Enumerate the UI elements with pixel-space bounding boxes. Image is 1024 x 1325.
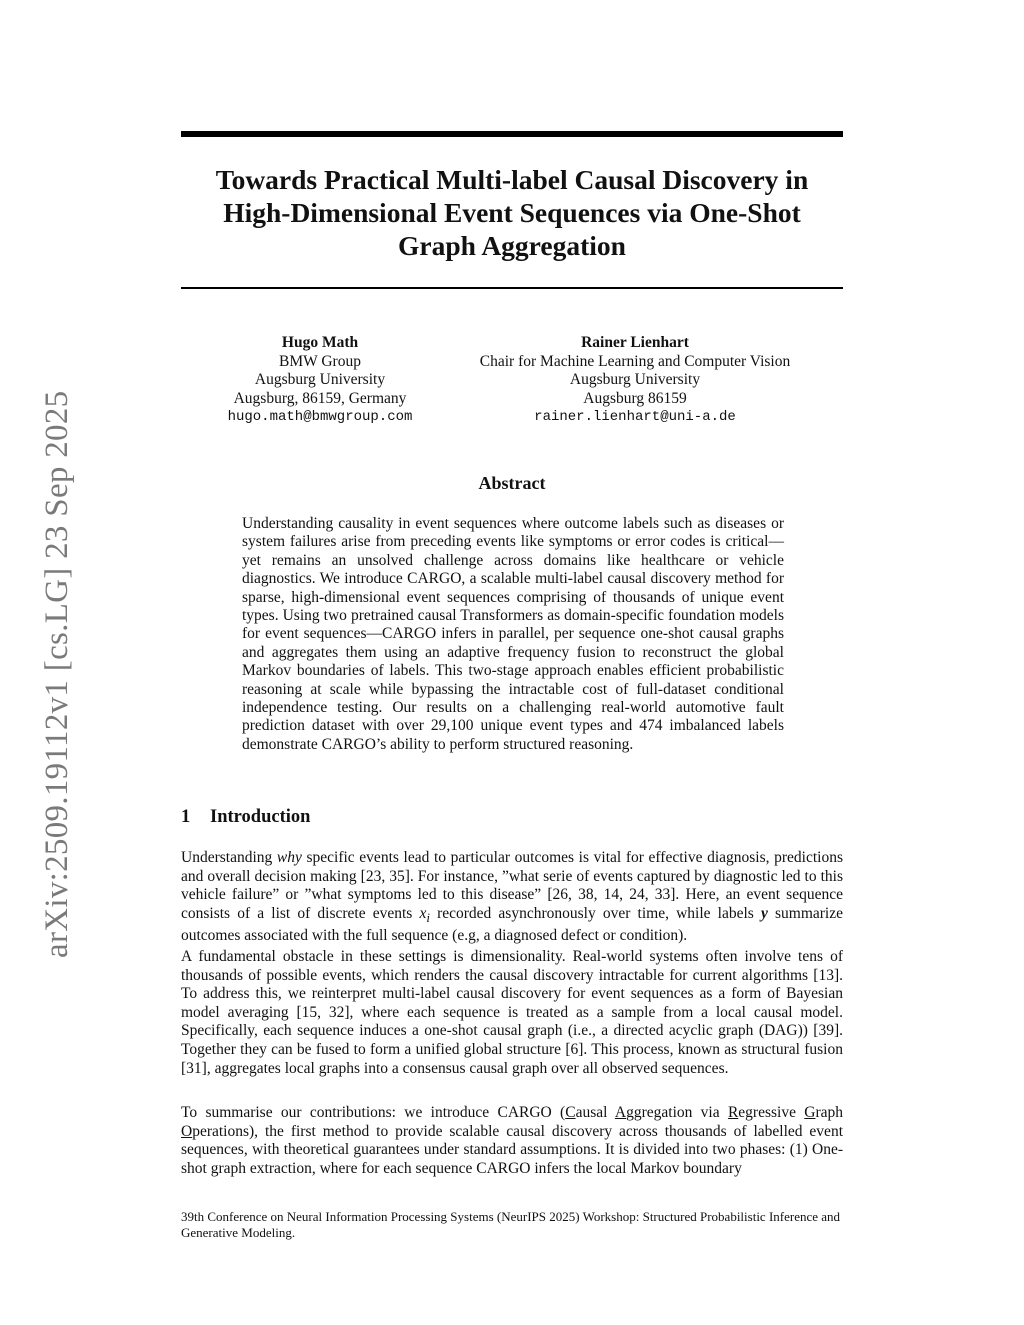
- author-affiliation: Chair for Machine Learning and Computer Vision: [479, 352, 791, 370]
- author-block-2: [455, 334, 815, 427]
- text-run: recorded asynchronously over time, while labels: [429, 904, 761, 922]
- intro-paragraph-1: [181, 849, 843, 946]
- author-name: Rainer Lienhart: [581, 334, 689, 351]
- title-line-2: High-Dimensional Event Sequences via One-Shot: [223, 197, 801, 228]
- underlined-letter: C: [565, 1104, 576, 1121]
- emphasis-text: why: [276, 849, 302, 866]
- title-bottom-rule: [181, 287, 843, 289]
- math-variable: y: [760, 904, 768, 922]
- title-top-rule: [181, 131, 843, 137]
- abstract-heading: Abstract: [478, 473, 546, 493]
- conference-footnote: 39th Conference on Neural Information Processing Systems (NeurIPS 2025) Workshop: Structured Probabilistic Inference and Generative Modeling.: [181, 1209, 841, 1240]
- underlined-letter: A: [614, 1104, 627, 1121]
- underlined-letter: O: [181, 1122, 193, 1140]
- section-title: Introduction: [210, 807, 311, 827]
- author-affiliation: Augsburg University: [569, 371, 701, 389]
- text-run: perations), the first method to provide scalable causal discovery across thousands of labelled event sequences, with theoretical guarantees under standard assumptions. It is divided into two phases: (1) One-shot graph extraction, where for each sequence CARGO infers the local Markov boundary: [181, 1122, 843, 1177]
- text-run: To summarise our contributions: we introduce CARGO (: [181, 1104, 566, 1121]
- underlined-letter: R: [727, 1104, 739, 1121]
- author-block-1: [200, 334, 440, 427]
- author-affiliation: Augsburg University: [254, 371, 386, 389]
- intro-paragraph-2: A fundamental obstacle in these settings is dimensionality. Real-world systems often involve tens of thousands of possible events, which renders the causal discovery intractable for current algorithms [13]. To address this, we reinterpret multi-label causal discovery for event sequences as a form of Bayesian model averaging [15, 32], where each sequence is treated as a sample from a local causal model. Specifically, each sequence induces a one-shot causal graph (i.e., a directed acyclic graph (DAG)) [39]. Together they can be fused to form a unified global structure [6]. This process, known as structural fusion [31], aggregates local graphs into a consensus causal graph over all observed sequences.: [181, 948, 843, 1077]
- math-subscript: i: [426, 909, 430, 925]
- text-run: summarize outcomes associated with the full sequence (e.g, a diagnosed defect or condition).: [181, 904, 843, 945]
- arxiv-identifier-stamp: arXiv:2509.19112v1 [cs.LG] 23 Sep 2025: [39, 390, 75, 958]
- text-run: ggregation via: [626, 1104, 728, 1121]
- text-run: egressive: [738, 1104, 805, 1121]
- author-email: hugo.math@bmwgroup.com: [227, 409, 413, 426]
- math-variable: x: [419, 904, 427, 922]
- title-line-1: Towards Practical Multi-label Causal Discovery in: [215, 164, 809, 195]
- paper-title: [181, 163, 843, 262]
- abstract-body: Understanding causality in event sequences where outcome labels such as diseases or system failures arise from preceding events like symptoms or error codes is critical—yet remains an unsolved challenge across domains like healthcare or vehicle diagnostics. We introduce CARGO, a scalable multi-label causal discovery method for sparse, high-dimensional event sequences comprising of thousands of unique event types. Using two pretrained causal Transformers as domain-specific foundation models for event sequences—CARGO infers in parallel, per sequence one-shot causal graphs and aggregates them using an adaptive frequency fusion to reconstruct the global Markov boundaries of labels. This two-stage approach enables efficient probabilistic reasoning at scale while bypassing the intractable cost of full-dataset conditional independence testing. Our results on a challenging real-world automotive fault prediction dataset with over 29,100 unique event types and 474 imbalanced labels demonstrate CARGO’s ability to perform structured reasoning.: [242, 515, 784, 753]
- intro-paragraph-3: [181, 1104, 843, 1178]
- text-run: ausal: [575, 1104, 615, 1121]
- section-number: 1: [181, 807, 191, 827]
- author-affiliation: Augsburg, 86159, Germany: [233, 389, 407, 407]
- text-run: Understanding: [181, 849, 277, 866]
- text-run: raph: [815, 1104, 844, 1121]
- author-affiliation: BMW Group: [279, 352, 361, 370]
- author-name: Hugo Math: [281, 334, 359, 351]
- author-affiliation: Augsburg 86159: [583, 389, 687, 407]
- title-line-3: Graph Aggregation: [398, 230, 626, 261]
- author-email: rainer.lienhart@uni-a.de: [534, 409, 736, 426]
- underlined-letter: G: [804, 1104, 816, 1121]
- text-run: specific events lead to particular outcomes is vital for effective diagnosis, predictions and overall decision making [23, 35]. For instance, ”what serie of events captured by diagnostic led to this vehicle failure” or ”what symptoms led to this disease” [26, 38, 14, 24, 33]. Here, an event sequence consists of a list of discrete events: [181, 849, 843, 922]
- section-heading: [181, 807, 310, 828]
